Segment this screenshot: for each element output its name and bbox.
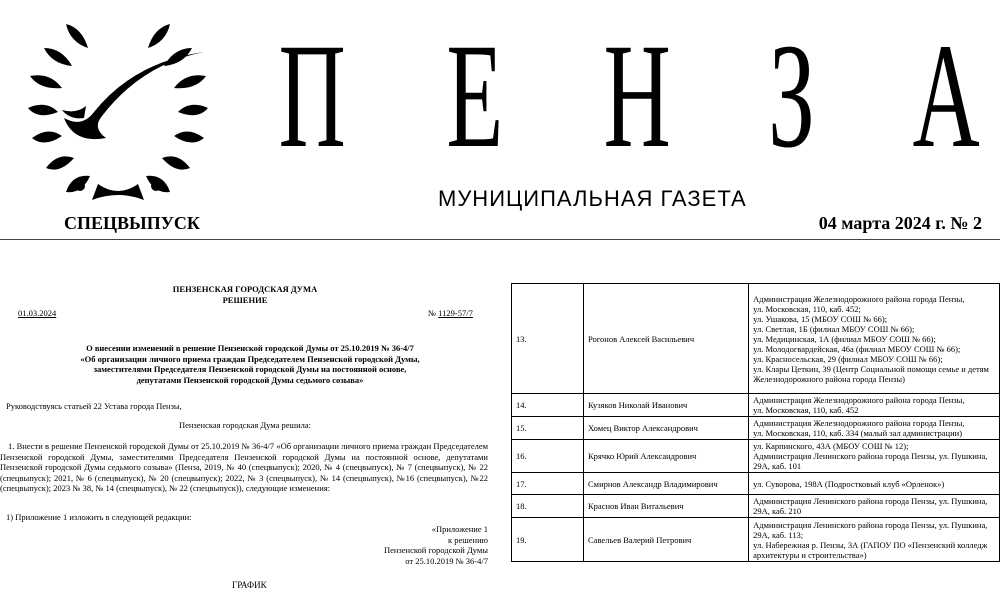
deputy-name: Краснов Иван Витальевич — [584, 495, 749, 518]
decided-line: Пензенская городская Дума решила: — [178, 420, 312, 430]
sub-item: 1) Приложение 1 изложить в следующей редакции: — [6, 512, 192, 522]
number-prefix: № — [428, 308, 437, 318]
row-number: 16. — [512, 440, 584, 473]
issuing-body: ПЕНЗЕНСКАЯ ГОРОДСКАЯ ДУМА — [172, 284, 318, 294]
title-letter: Н — [603, 13, 671, 179]
reception-table — [511, 283, 1000, 562]
edition-label: СПЕЦВЫПУСК — [64, 213, 200, 233]
reception-place: Администрация Ленинского района города Пензы, ул. Пушкина, 29А, каб. 210 — [749, 495, 1000, 518]
issue-date-number: 04 марта 2024 г. № 2 — [818, 213, 982, 233]
annex-line: к решению — [447, 534, 488, 545]
table-row — [512, 284, 1000, 394]
title-letter: З — [768, 13, 815, 179]
title-letter: П — [278, 13, 346, 179]
row-number: 18. — [512, 495, 584, 518]
title-letter: А — [912, 13, 980, 179]
decision-title — [10, 343, 490, 385]
title-letter: Е — [446, 13, 504, 179]
annex-line: от 25.10.2019 № 36-4/7 — [405, 555, 488, 566]
annex-line: Пензенской городской Думы — [383, 545, 488, 555]
deputy-name: Крячко Юрий Александрович — [584, 440, 749, 473]
masthead — [0, 0, 1000, 240]
decision-number — [428, 308, 473, 319]
row-number: 14. — [512, 394, 584, 417]
reception-place: Администрация Железнодорожного района города Пензы, ул. Московская, 110, каб. 334 (малый зал администрации) — [749, 417, 1000, 440]
reception-place: ул. Суворова, 198А (Подростковый клуб «Орленок») — [749, 473, 1000, 495]
deputy-name: Кузяков Николай Иванович — [584, 394, 749, 417]
decision-header — [0, 284, 490, 305]
table-row — [512, 518, 1000, 562]
title-line: «Об организации личного приема граждан Председателем Пензенской городской Думы, — [80, 353, 420, 364]
deputy-name: Хомец Виктор Александрович — [584, 417, 749, 440]
table-row — [512, 495, 1000, 518]
deputy-name: Рогонов Алексей Васильевич — [584, 284, 749, 394]
document-kind: РЕШЕНИЕ — [222, 294, 268, 305]
newspaper-subtitle: МУНИЦИПАЛЬНАЯ ГАЗЕТА — [438, 186, 747, 211]
annex-line: «Приложение 1 — [431, 524, 488, 534]
reception-place: Администрация Ленинского района города Пензы, ул. Пушкина, 29А, каб. 113; ул. Набережная р. Пензы, 3А (ГАПОУ ПО «Пензенский колледж архитектуры и строительства») — [749, 518, 1000, 562]
annex-reference — [300, 524, 488, 566]
row-number: 19. — [512, 518, 584, 562]
row-number: 15. — [512, 417, 584, 440]
number-value: 1129-57/7 — [438, 308, 473, 318]
main-paragraph: 1. Внести в решение Пензенской городской Думы от 25.10.2019 № 36-4/7 «Об организации личного приема граждан Председателем Пензенской городской Думы, заместителями Председателя Пензенской городской Думы на постоянной основе, депутатами Пензенской городской Думы седьмого созыва» (Пенза, 2019, № 40 (спецвыпуск); 2020, № 4 (спецвыпуск), № 7 (спецвыпуск), № 22 (спецвыпуск); 2021, № 6 (спецвыпуск), № 20 (спецвыпуск); 2022, № 3 (спецвыпуск), № 14 (спецвыпуск), №16 (спецвыпуск), №22 (спецвыпуск); 2023 № 38, № 14 (спецвыпуск), № 22 (спецвыпуск)), следующие изменения: — [0, 441, 488, 493]
decision-date: 01.03.2024 — [18, 308, 57, 318]
table-row — [512, 473, 1000, 495]
row-number: 13. — [512, 284, 584, 394]
legal-basis: Руководствуясь статьей 22 Устава города Пензы, — [6, 401, 182, 411]
table-row — [512, 440, 1000, 473]
row-number: 17. — [512, 473, 584, 495]
title-line: О внесении изменений в решение Пензенской городской Думы от 25.10.2019 № 36-4/7 — [86, 343, 414, 353]
reception-place: ул. Карпинского, 43А (МБОУ СОШ № 12); Администрация Ленинского района города Пензы, ул. Пушкина, 29А, каб. 101 — [749, 440, 1000, 473]
masthead-divider — [0, 239, 1000, 240]
table-row — [512, 394, 1000, 417]
reception-place: Администрация Железнодорожного района города Пензы, ул. Московская, 110, каб. 452 — [749, 394, 1000, 417]
swallow-wreath-emblem-icon — [28, 8, 208, 208]
reception-place: Администрация Железнодорожного района города Пензы, ул. Московская, 110, каб. 452; ул. Ушакова, 15 (МБОУ СОШ № 66); ул. Светлая, 1Б (филиал МБОУ СОШ № 66); ул. Медицинская, 1А (филиал МБОУ СОШ № 66); ул. Молодогвардейская, 46а (филиал МБОУ СОШ № 66); ул. Красносельская, 29 (филиал МБОУ СОШ № 66); ул. Клары Цеткин, 39 (Центр Социальной помощи семье и детям Железнодорожного района города Пензы) — [749, 284, 1000, 394]
table-row — [512, 417, 1000, 440]
schedule-heading: ГРАФИК — [232, 580, 267, 590]
newspaper-title — [258, 13, 1000, 179]
title-line: заместителями Председателя Пензенской городской Думы на постоянной основе, — [93, 364, 407, 374]
reception-schedule-table — [511, 283, 1000, 562]
deputy-name: Смирнов Александр Владимирович — [584, 473, 749, 495]
title-line: депутатами Пензенской городской Думы седьмого созыва» — [136, 374, 364, 385]
deputy-name: Савельев Валерий Петрович — [584, 518, 749, 562]
